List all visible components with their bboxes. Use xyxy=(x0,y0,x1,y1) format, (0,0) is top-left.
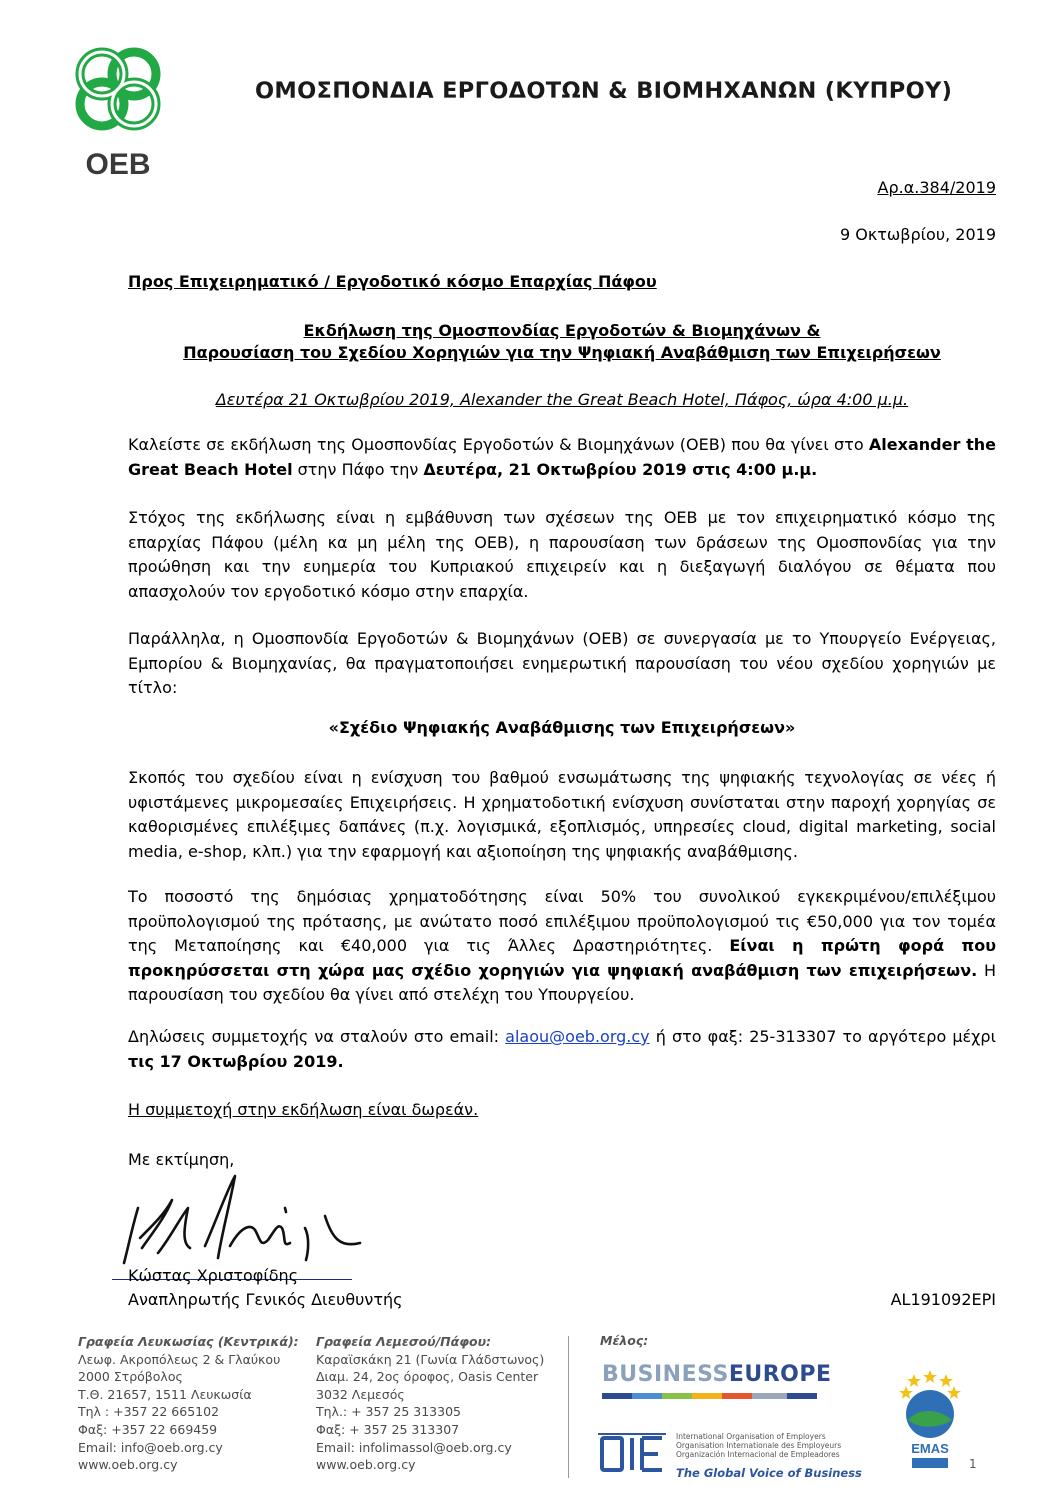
paragraph-scheme-purpose: Σκοπός του σχεδίου είναι η ενίσχυση του βαθμού ενσωμάτωσης της ψηφιακής τεχνολογίας σε νέες ή υφιστάμενες μικρομεσαίες Επιχειρήσεις. Η χρηματοδοτική ενίσχυση συνίσταται στην παροχή χορηγίας σε καθορισμένες επιλέξιμες δαπάνες (π.χ. λογισμικά, εξοπλισμός, υπηρεσίες cloud, digital marketing, social media, e-shop, κλπ.) για την εφαρμογή και αξιοποίηση της ψηφιακής αναβάθμισης. xyxy=(128,768,996,861)
signer-name: Κώστας Χριστοφίδης xyxy=(128,1266,299,1285)
subject xyxy=(128,320,996,364)
limassol-address-line: Διαμ. 24, 2ος όροφος, Oasis Center xyxy=(316,1369,539,1385)
ioe-logo xyxy=(598,1428,668,1478)
limassol-address-line: 3032 Λεμεσός xyxy=(316,1386,405,1402)
closing: Με εκτίμηση, xyxy=(128,1150,235,1169)
paragraph-invitation: Καλείστε σε εκδήλωση της Ομοσπονδίας Εργοδοτών & Βιομηχάνων (ΟΕΒ) που θα γίνει στο Alexander the Great Beach Hotel στην Πάφο την Δευτέρα, 21 Οκτωβρίου 2019 στις 4:00 μ.μ. xyxy=(128,435,996,479)
signer-title: Αναπληρωτής Γενικός Διευθυντής xyxy=(128,1290,403,1309)
businesseurope-color-bar xyxy=(602,1393,817,1399)
scheme-title: «Σχέδιο Ψηφιακής Αναβάθμισης των Επιχειρήσεων» xyxy=(328,718,796,737)
emas-logo xyxy=(890,1368,970,1478)
footer-limassol-office xyxy=(316,1333,556,1474)
subject-line-2: Παρουσίαση του Σχεδίου Χορηγιών για την Ψηφιακή Αναβάθμιση των Επιχειρήσεων xyxy=(183,343,941,362)
oeb-logo xyxy=(58,38,178,178)
limassol-phone: Τηλ.: + 357 25 313305 xyxy=(316,1404,461,1420)
nicosia-address-line: Τ.Θ. 21657, 1511 Λευκωσία xyxy=(78,1386,252,1402)
event-details: Δευτέρα 21 Οκτωβρίου 2019, Alexander the Great Beach Hotel, Πάφος, ώρα 4:00 μ.μ. xyxy=(215,390,909,409)
limassol-email: Email: infolimassol@oeb.org.cy xyxy=(316,1439,512,1455)
ioe-slogan: The Global Voice of Business xyxy=(676,1466,862,1480)
handwritten-signature xyxy=(110,1168,370,1276)
ioe-name-en: International Organisation of Employers xyxy=(676,1432,826,1441)
limassol-address-line: Καραϊσκάκη 21 (Γωνία Γλάδστωνος) xyxy=(316,1351,545,1367)
paragraph-presentation: Παράλληλα, η Ομοσπονδία Εργοδοτών & Βιομηχάνων (ΟΕΒ) σε συνεργασία με το Υπουργείο Ενέργειας, Εμπορίου & Βιομηχανίας, θα πραγματοποιήσει ενημερωτική παρουσίαση του νέου σχεδίου χορηγιών με τίτλο: xyxy=(128,629,996,697)
limassol-heading: Γραφεία Λεμεσού/Πάφου: xyxy=(316,1334,492,1349)
reference-number: Αρ.α.384/2019 xyxy=(877,178,996,197)
organisation-title: ΟΜΟΣΠΟΝΔΙΑ ΕΡΓΟΔΟΤΩΝ & ΒΙΟΜΗΧΑΝΩΝ (ΚΥΠΡΟΥ) xyxy=(255,78,953,104)
document-code: AL191092EPI xyxy=(890,1290,996,1309)
businesseurope-part-1: BUSINESS xyxy=(602,1362,729,1387)
member-label: Μέλος: xyxy=(600,1333,649,1348)
paragraph-objective: Στόχος της εκδήλωσης είναι η εμβάθυνση των σχέσεων της ΟΕΒ με τον επιχειρηματικό κόσμο της επαρχίας Πάφου (μέλη κα μη μέλη της ΟΕΒ), η παρουσίαση των δράσεων της Ομοσπονδίας για την προώθηση και την ευημερία του Κυπριακού επιχειρείν και η διεξαγωγή διαλόγου σε θέματα που απασχολούν τον εργοδοτικό κόσμο στην επαρχία. xyxy=(128,508,996,601)
paragraph-registration: Δηλώσεις συμμετοχής να σταλούν στο email: alaou@oeb.org.cy ή στο φαξ: 25-313307 το αργότερο μέχρι τις 17 Οκτωβρίου 2019. xyxy=(128,1027,996,1071)
nicosia-address-line: Λεωφ. Ακροπόλεως 2 & Γλαύκου xyxy=(78,1351,281,1367)
nicosia-fax: Φαξ: +357 22 669459 xyxy=(78,1421,218,1437)
ioe-names xyxy=(676,1432,841,1459)
nicosia-website: www.oeb.org.cy xyxy=(78,1457,178,1473)
businesseurope-part-2: EUROPE xyxy=(728,1362,832,1387)
recipient-line: Προς Επιχειρηματικό / Εργοδοτικό κόσμο Επαρχίας Πάφου xyxy=(128,272,657,291)
ioe-name-es: Organización Internacional de Empleadores xyxy=(676,1450,840,1459)
emas-text: EMAS xyxy=(911,1441,949,1456)
footer-divider xyxy=(568,1336,569,1478)
email-link[interactable]: alaou@oeb.org.cy xyxy=(505,1027,650,1046)
limassol-website: www.oeb.org.cy xyxy=(316,1457,416,1473)
nicosia-heading: Γραφεία Λευκωσίας (Κεντρικά): xyxy=(78,1334,299,1349)
free-participation-note: Η συμμετοχή στην εκδήλωση είναι δωρεάν. xyxy=(128,1100,479,1119)
logo-text: OEB xyxy=(85,148,151,178)
subject-line-1: Εκδήλωση της Ομοσπονδίας Εργοδοτών & Βιομηχάνων & xyxy=(303,321,821,340)
nicosia-address-line: 2000 Στρόβολος xyxy=(78,1369,183,1385)
letter-date: 9 Οκτωβρίου, 2019 xyxy=(839,225,996,244)
businesseurope-logo xyxy=(602,1362,832,1387)
limassol-fax: Φαξ: + 357 25 313307 xyxy=(316,1421,460,1437)
page-number: 1 xyxy=(969,1457,977,1471)
paragraph-funding: Το ποσοστό της δημόσιας χρηματοδότησης είναι 50% του συνολικού εγκεκριμένου/επιλέξιμου προϋπολογισμού της πρότασης, με ανώτατο ποσό επιλέξιμου προϋπολογισμού τις €50,000 για τον τομέα της Μεταποίησης και €40,000 για τις Άλλες Δραστηριότητες. Είναι η πρώτη φορά που προκηρύσσεται στη χώρα μας σχέδιο χορηγιών για ψηφιακή αναβάθμιση των επιχειρήσεων. Η παρουσίαση του σχεδίου θα γίνει από στελέχη του Υπουργείου. xyxy=(128,887,997,1004)
footer-nicosia-office xyxy=(78,1333,318,1474)
nicosia-email: Email: info@oeb.org.cy xyxy=(78,1439,223,1455)
ioe-name-fr: Organisation Internationale des Employeurs xyxy=(676,1441,842,1450)
nicosia-phone: Τηλ : +357 22 665102 xyxy=(78,1404,220,1420)
